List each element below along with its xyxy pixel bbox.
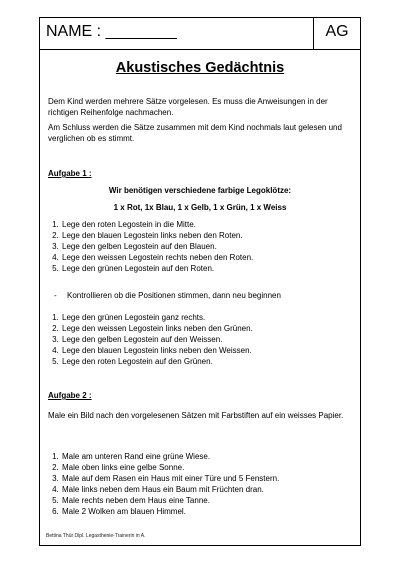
list-item: 6. Male 2 Wolken am blauen Himmel. bbox=[61, 507, 279, 518]
task1-materials: 1 x Rot, 1x Blau, 1 x Gelb, 1 x Grün, 1 x Weiss bbox=[113, 203, 287, 212]
task1-heading: Aufgabe 1 : bbox=[48, 169, 92, 178]
list-item: 4. Male links neben dem Haus ein Baum mit Früchten dran. bbox=[61, 485, 279, 496]
class-cell bbox=[313, 18, 360, 49]
task2-heading: Aufgabe 2 : bbox=[48, 391, 92, 400]
task1-steps-a bbox=[48, 220, 253, 275]
header-row bbox=[40, 18, 360, 50]
intro-paragraph-2: Am Schluss werden die Sätze zusammen mit dem Kind nochmals laut gelesen und verglichen ob es stimmt. bbox=[48, 123, 342, 143]
name-field-label: NAME : ________ bbox=[46, 23, 177, 40]
list-item: 3. Male auf dem Rasen ein Haus mit einer Türe und 5 Fenstern. bbox=[61, 474, 279, 485]
list-item: 1. Male am unteren Rand eine grüne Wiese. bbox=[61, 452, 279, 463]
list-item: 1. Lege den roten Legostein in die Mitte. bbox=[61, 220, 253, 231]
footer-credit: Bettina Thür Dipl. Legasthenie-Trainerin in A. bbox=[46, 533, 146, 539]
list-item: 3. Lege den gelben Legostein auf den Weissen. bbox=[61, 335, 253, 346]
list-item: 4. Lege den blauen Legostein links neben den Weissen. bbox=[61, 346, 253, 357]
check-instruction bbox=[54, 290, 281, 301]
task2-instruction: Male ein Bild nach den vorgelesenen Sätzen mit Farbstiften auf ein weisses Papier. bbox=[48, 411, 344, 420]
task2-steps bbox=[48, 452, 279, 517]
worksheet-frame bbox=[39, 17, 361, 546]
task1-requirement: Wir benötigen verschiedene farbige Legoklötze: bbox=[108, 186, 292, 195]
task1-steps-b bbox=[48, 313, 253, 368]
list-item: 2. Lege den weissen Legostein links neben den Grünen. bbox=[61, 324, 253, 335]
intro-paragraph-1: Dem Kind werden mehrere Sätze vorgelesen. Es muss die Anweisungen in der richtigen Reihenfolge nachmachen. bbox=[48, 97, 328, 117]
dash-bullet: - bbox=[54, 291, 57, 300]
list-item: 5. Lege den grünen Legostein auf den Roten. bbox=[61, 264, 253, 275]
list-item: 2. Male oben links eine gelbe Sonne. bbox=[61, 463, 279, 474]
worksheet-title: Akustisches Gedächtnis bbox=[115, 60, 285, 76]
list-item: 5. Male rechts neben dem Haus eine Tanne. bbox=[61, 496, 279, 507]
class-label: AG bbox=[325, 23, 349, 40]
check-text: Kontrollieren ob die Positionen stimmen, dann neu beginnen bbox=[67, 291, 281, 300]
list-item: 4. Lege den weissen Legostein rechts neben den Roten. bbox=[61, 253, 253, 264]
list-item: 1. Lege den grünen Legostein ganz rechts. bbox=[61, 313, 253, 324]
list-item: 3. Lege den gelben Legostein auf den Blauen. bbox=[61, 242, 253, 253]
list-item: 2. Lege den blauen Legostein links neben den Roten. bbox=[61, 231, 253, 242]
list-item: 5. Lege den roten Legostein auf den Grünen. bbox=[61, 357, 253, 368]
